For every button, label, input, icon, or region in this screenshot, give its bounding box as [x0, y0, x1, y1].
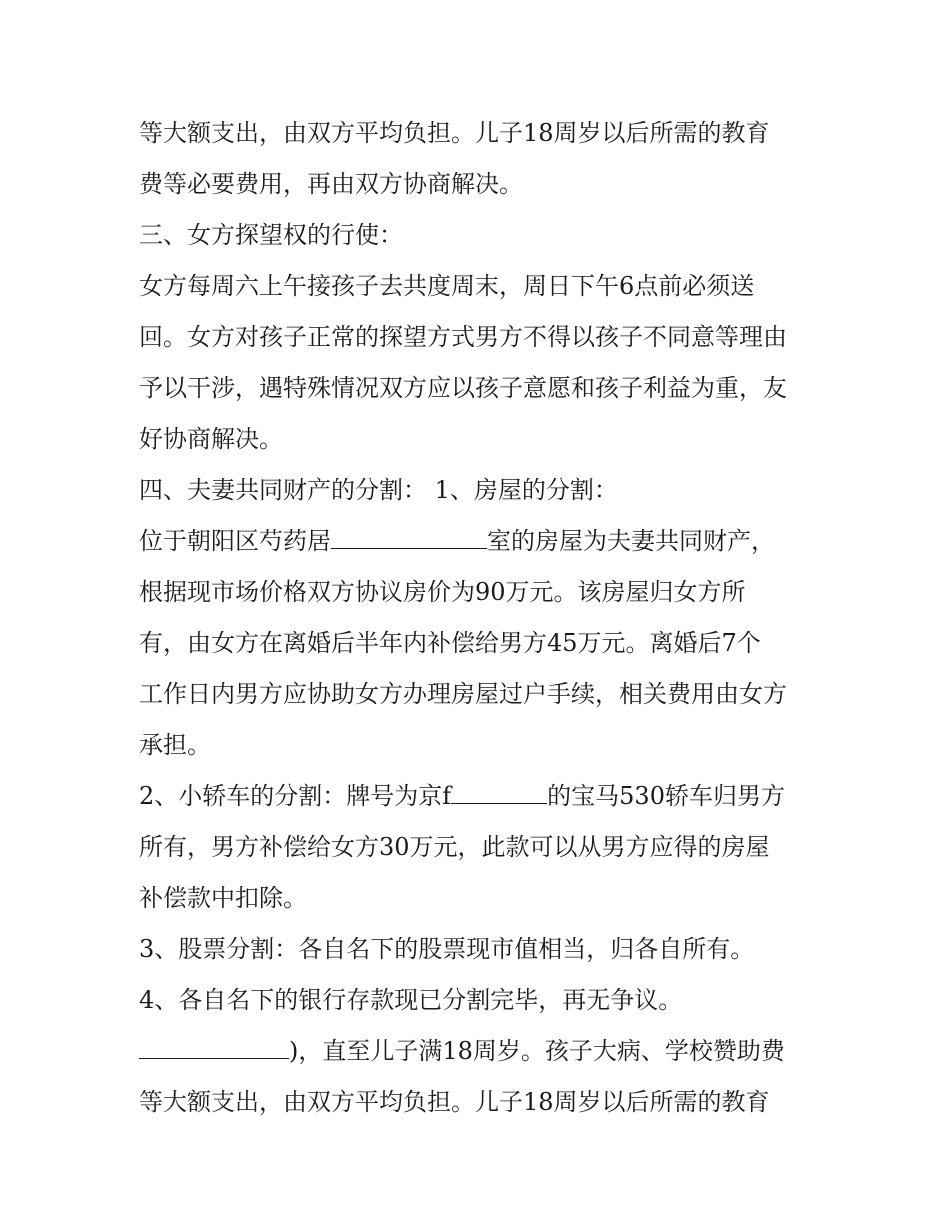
text-line: 补偿款中扣除。: [139, 884, 307, 912]
section-heading: 四、夫妻共同财产的分割： 1、房屋的分割：: [139, 476, 618, 504]
text-segment: 2、小轿车的分割：牌号为京f: [139, 782, 452, 810]
text-line: 予以干涉，遇特殊情况双方应以孩子意愿和孩子利益为重，友: [139, 374, 787, 402]
text-segment: 室的房屋为夫妻共同财产，: [487, 527, 775, 555]
text-line: 等大额支出，由双方平均负担。儿子18周岁以后所需的教育: [139, 119, 770, 147]
text-segment: 位于朝阳区芍药居: [139, 527, 331, 555]
text-line: 费等必要费用，再由双方协商解决。: [139, 170, 523, 198]
text-line: 所有，男方补偿给女方30万元，此款可以从男方应得的房屋: [139, 833, 770, 861]
text-line: 工作日内男方应协助女方办理房屋过户手续，相关费用由女方: [139, 680, 787, 708]
text-line: 根据现市场价格双方协议房价为90万元。该房屋归女方所: [139, 578, 746, 606]
amount-blank: [139, 1036, 289, 1059]
text-line: [139, 1026, 839, 1077]
plate-number-blank: [451, 781, 547, 804]
text-line: 好协商解决。: [139, 425, 283, 453]
text-line: 3、股票分割：各自名下的股票现市值相当，归各自所有。: [139, 935, 755, 963]
section-heading: 三、女方探望权的行使：: [139, 221, 403, 249]
text-line: [139, 771, 839, 822]
text-line: 有，由女方在离婚后半年内补偿给男方45万元。离婚后7个: [139, 629, 761, 657]
text-line: 女方每周六上午接孩子去共度周末，周日下午6点前必须送: [139, 272, 755, 300]
text-line: 承担。: [139, 731, 211, 759]
text-line: [139, 516, 839, 567]
text-line: 等大额支出，由双方平均负担。儿子18周岁以后所需的教育: [139, 1088, 770, 1116]
text-line: 4、各自名下的银行存款现已分割完毕，再无争议。: [139, 986, 683, 1014]
document-body: [139, 108, 839, 1128]
room-number-blank: [331, 526, 487, 549]
text-line: 回。女方对孩子正常的探望方式男方不得以孩子不同意等理由: [139, 323, 787, 351]
text-segment: )，直至儿子满18周岁。孩子大病、学校赞助费: [289, 1037, 785, 1065]
text-segment: 的宝马530轿车归男方: [547, 782, 785, 810]
